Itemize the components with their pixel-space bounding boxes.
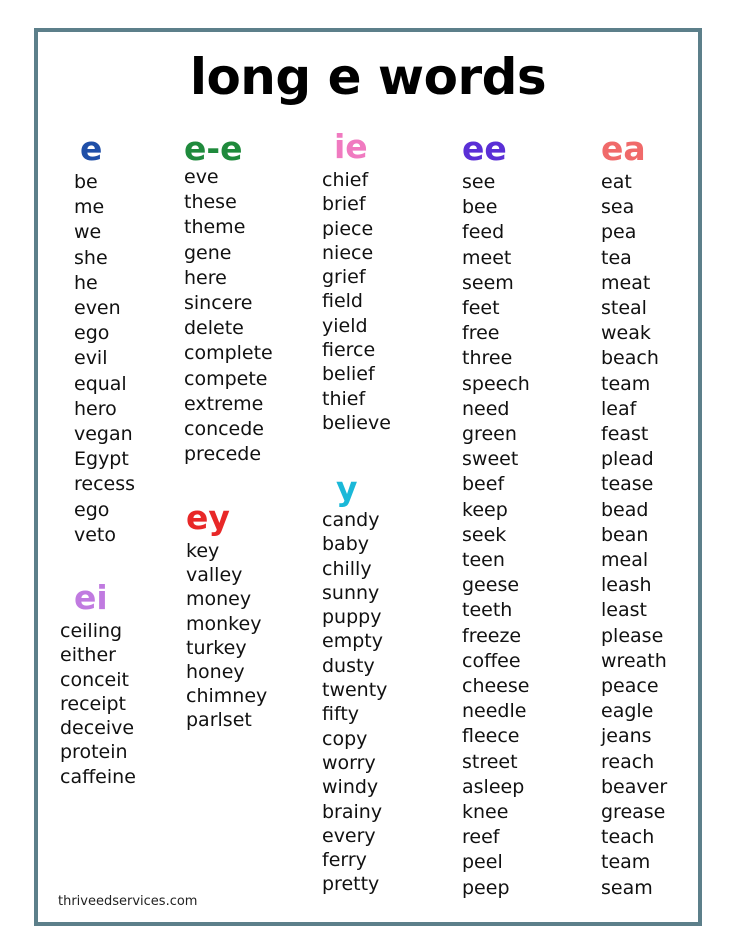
word-list-ey [186, 539, 267, 733]
word-list-ea [601, 170, 667, 901]
word-item: be [74, 171, 98, 193]
word-item: even [74, 297, 121, 320]
word-item: reef [462, 826, 500, 849]
word-item: ferry [322, 849, 367, 872]
word-item: wreath [601, 649, 667, 672]
word-item: need [462, 397, 510, 420]
word-item: chilly [322, 557, 372, 580]
word-item: eagle [601, 700, 654, 723]
word-item: ceiling [60, 620, 123, 642]
word-item: freeze [462, 624, 522, 647]
word-item: three [462, 347, 513, 370]
word-item: beaver [601, 775, 668, 798]
word-list-ei [60, 619, 136, 789]
group-header-ee: ee [462, 129, 507, 168]
word-item: geese [462, 574, 520, 597]
word-item: keep [462, 498, 508, 521]
word-item: chief [322, 169, 369, 191]
word-item: puppy [322, 606, 382, 629]
word-item: seem [462, 271, 514, 294]
word-item: valley [186, 564, 243, 587]
word-item: veto [74, 523, 117, 546]
group-ea [601, 128, 667, 901]
word-item: eat [601, 171, 632, 193]
word-item: bean [601, 523, 649, 546]
word-list-ie [322, 168, 391, 435]
word-item: green [462, 423, 517, 446]
word-item: gene [184, 241, 232, 264]
word-item: extreme [184, 392, 264, 415]
word-item: reach [601, 750, 655, 773]
group-header-ea: ea [601, 129, 646, 168]
word-item: recess [74, 473, 136, 496]
word-item: key [186, 540, 220, 562]
word-item: weak [601, 322, 651, 345]
word-item: feed [462, 221, 505, 244]
group-y [322, 468, 387, 897]
word-item: knee [462, 801, 509, 824]
word-item: delete [184, 317, 244, 340]
word-item: turkey [186, 636, 247, 659]
word-item: concede [184, 418, 264, 441]
word-item: windy [322, 776, 379, 799]
word-item: eve [184, 166, 219, 188]
word-item: honey [186, 661, 245, 684]
word-item: brainy [322, 800, 383, 823]
word-item: yield [322, 314, 368, 337]
word-item: leaf [601, 397, 637, 420]
word-item: see [462, 171, 496, 193]
group-header-e: e [80, 129, 103, 168]
group-ey [186, 497, 267, 733]
group-header-e-e: e-e [184, 129, 243, 168]
word-item: thief [322, 387, 366, 410]
group-e-e [184, 128, 273, 467]
word-item: sweet [462, 448, 519, 471]
word-item: cheese [462, 675, 530, 698]
word-item: brief [322, 193, 366, 216]
word-item: please [601, 624, 664, 647]
word-item: chimney [186, 685, 268, 708]
word-item: hero [74, 397, 117, 420]
word-item: steal [601, 297, 647, 320]
word-item: tease [601, 473, 654, 496]
word-item: teach [601, 826, 655, 849]
word-list-ee [462, 170, 530, 901]
word-item: pea [601, 221, 637, 244]
word-item: sunny [322, 581, 380, 604]
word-item: speech [462, 372, 530, 395]
word-item: peace [601, 675, 659, 698]
word-item: ego [74, 322, 110, 345]
word-item: coffee [462, 649, 521, 672]
word-item: theme [184, 216, 246, 239]
word-item: copy [322, 727, 368, 750]
word-item: me [74, 196, 105, 219]
word-item: conceit [60, 668, 129, 691]
group-header-y: y [336, 469, 358, 508]
word-item: belief [322, 363, 375, 386]
word-item: fifty [322, 703, 360, 726]
word-item: grease [601, 801, 666, 824]
word-item: parlset [186, 709, 252, 732]
group-ee [462, 128, 530, 901]
word-item: she [74, 246, 108, 269]
group-ei [60, 577, 136, 789]
word-item: caffeine [60, 765, 136, 788]
word-item: Egypt [74, 448, 129, 471]
group-ie [322, 126, 391, 435]
word-item: these [184, 191, 237, 214]
word-item: asleep [462, 775, 525, 798]
word-item: empty [322, 630, 383, 653]
word-item: grief [322, 266, 366, 289]
page-title: long e words [189, 48, 547, 106]
word-item: least [601, 599, 647, 622]
word-item: bead [601, 498, 649, 521]
word-item: teeth [462, 599, 513, 622]
word-item: tea [601, 246, 632, 269]
word-item: either [60, 644, 116, 667]
word-item: ego [74, 498, 110, 521]
word-list-y [322, 508, 387, 897]
word-list-e-e [184, 165, 273, 467]
word-item: team [601, 851, 651, 874]
word-item: peel [462, 851, 503, 874]
word-item: needle [462, 700, 527, 723]
word-item: beef [462, 473, 505, 496]
word-item: niece [322, 241, 374, 264]
group-header-ei: ei [74, 578, 108, 617]
word-item: believe [322, 411, 391, 434]
word-item: receipt [60, 692, 127, 715]
word-item: team [601, 372, 651, 395]
word-item: dusty [322, 654, 375, 677]
word-list-e [74, 170, 135, 548]
word-item: feast [601, 423, 649, 446]
word-item: peep [462, 876, 510, 899]
word-item: precede [184, 443, 262, 466]
word-item: candy [322, 509, 380, 531]
word-item: leash [601, 574, 652, 597]
word-item: fleece [462, 725, 520, 748]
word-item: every [322, 824, 376, 847]
word-item: jeans [601, 725, 652, 748]
word-item: vegan [74, 423, 133, 446]
word-item: here [184, 266, 227, 289]
word-item: pretty [322, 873, 380, 896]
word-item: feet [462, 297, 500, 320]
word-item: protein [60, 741, 128, 764]
group-header-ey: ey [186, 498, 230, 537]
group-e [74, 128, 135, 548]
word-item: meat [601, 271, 651, 294]
word-item: free [462, 322, 500, 345]
word-item: fierce [322, 339, 376, 362]
word-item: money [186, 588, 252, 611]
word-item: piece [322, 217, 374, 240]
footer-website: thriveedservices.com [58, 894, 198, 909]
word-item: equal [74, 372, 127, 395]
word-item: plead [601, 448, 654, 471]
word-item: teen [462, 549, 505, 572]
group-header-ie: ie [334, 127, 368, 166]
word-item: deceive [60, 717, 135, 740]
word-item: meal [601, 549, 649, 572]
word-item: seam [601, 876, 653, 899]
word-item: meet [462, 246, 512, 269]
word-item: worry [322, 751, 376, 774]
word-item: sea [601, 196, 635, 219]
word-item: seek [462, 523, 507, 546]
word-item: complete [184, 342, 273, 365]
word-item: compete [184, 367, 268, 390]
word-item: sincere [184, 292, 253, 315]
word-item: monkey [186, 612, 262, 635]
word-item: baby [322, 533, 370, 556]
word-item: evil [74, 347, 108, 370]
word-item: we [74, 221, 102, 244]
word-item: he [74, 271, 98, 294]
word-item: beach [601, 347, 659, 370]
word-item: street [462, 750, 518, 773]
word-item: bee [462, 196, 498, 219]
word-item: field [322, 290, 363, 313]
word-item: twenty [322, 679, 388, 702]
